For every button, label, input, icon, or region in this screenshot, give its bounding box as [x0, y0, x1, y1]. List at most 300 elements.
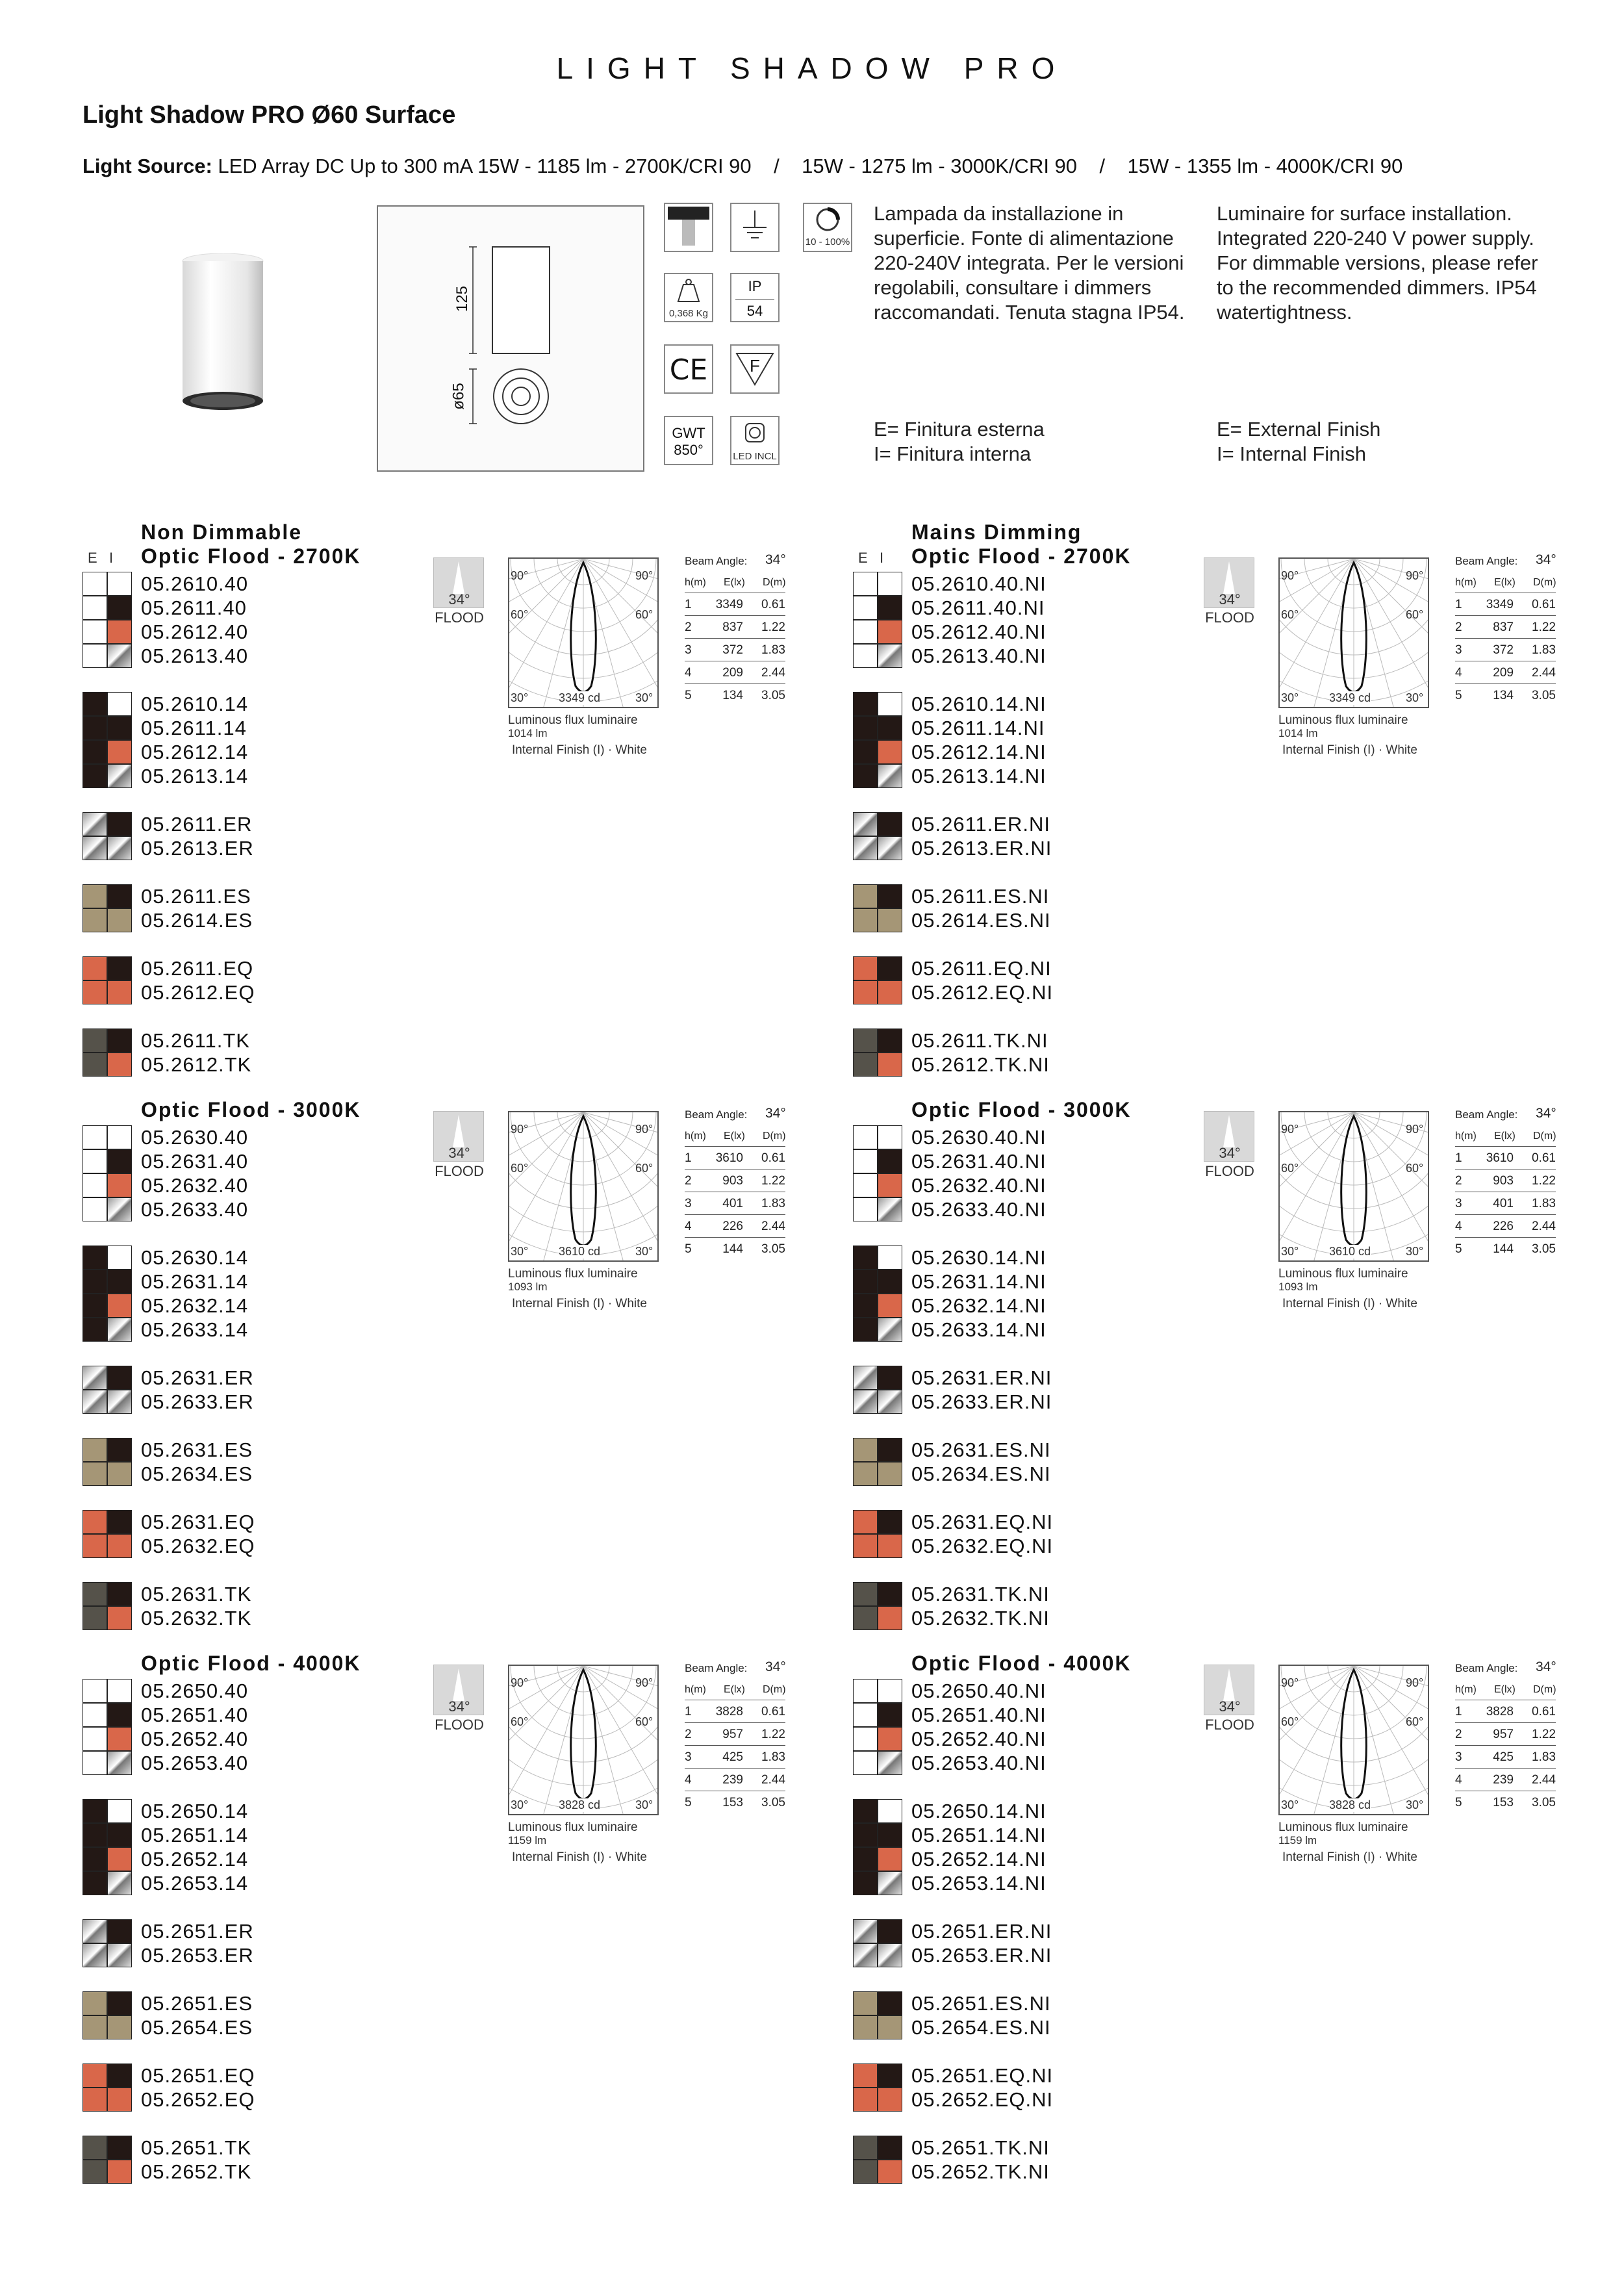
finish-swatch-internal	[107, 740, 132, 764]
finish-swatch-external	[82, 644, 107, 668]
finish-swatch-external	[853, 1510, 878, 1534]
luminous-flux-label: Luminous flux luminaire	[1278, 1267, 1408, 1281]
product-code: 05.2612.EQ.NI	[911, 981, 1054, 1004]
finish-swatch-internal	[107, 1270, 132, 1294]
product-code: 05.2651.ER	[141, 1920, 254, 1943]
polar-label-30-right: 30°	[1406, 1245, 1424, 1258]
product-code: 05.2651.14	[141, 1824, 249, 1846]
product-code: 05.2632.TK	[141, 1607, 252, 1629]
polar-label-90-left: 90°	[511, 1123, 529, 1136]
product-code: 05.2653.14	[141, 1872, 249, 1895]
finish-swatch-external	[853, 1053, 878, 1077]
table-illuminance-cell: 134	[1493, 689, 1514, 702]
table-height-cell: 5	[1455, 1242, 1462, 1256]
luminous-flux-label: Luminous flux luminaire	[508, 713, 638, 727]
e-lx-header: E(lx)	[724, 1131, 745, 1142]
table-diameter-cell: 0.61	[1532, 1705, 1556, 1718]
finish-swatch-external	[82, 1823, 107, 1847]
finish-swatch-internal	[107, 716, 132, 740]
product-code: 05.2630.40	[141, 1126, 249, 1149]
table-height-cell: 2	[1455, 1174, 1462, 1188]
finish-swatch-internal	[878, 2136, 902, 2160]
table-illuminance-cell: 372	[1493, 643, 1514, 657]
finish-swatch-external	[82, 716, 107, 740]
finish-swatch-external	[853, 1751, 878, 1775]
finish-swatch-internal	[107, 1919, 132, 1943]
finish-swatch-internal	[878, 1053, 902, 1077]
table-illuminance-cell: 957	[722, 1728, 743, 1741]
finish-swatch-internal	[107, 1991, 132, 2015]
table-rule	[1455, 1237, 1556, 1238]
flood-angle-label: 34°	[1219, 591, 1241, 607]
product-code: 05.2631.EQ	[141, 1511, 255, 1533]
table-height-cell: 5	[685, 1796, 692, 1809]
product-code: 05.2631.14	[141, 1270, 249, 1293]
peak-intensity-label: 3349 cd	[559, 691, 601, 704]
h-m-header: h(m)	[1455, 1684, 1477, 1695]
product-code: 05.2611.TK	[141, 1029, 250, 1052]
table-illuminance-cell: 3610	[715, 1151, 743, 1165]
finish-swatch-internal	[878, 1318, 902, 1342]
product-code: 05.2631.ER	[141, 1366, 254, 1389]
beam-angle-label: Beam Angle:	[1455, 1662, 1518, 1674]
product-code: 05.2654.ES.NI	[911, 2016, 1051, 2039]
finish-swatch-internal	[107, 1125, 132, 1149]
finish-swatch-external	[853, 2160, 878, 2184]
beam-angle-label: Beam Angle:	[1455, 555, 1518, 567]
finish-swatch-internal	[878, 1534, 902, 1558]
finish-swatch-internal	[878, 1246, 902, 1270]
finish-swatch-external	[853, 1173, 878, 1197]
finish-swatch-external	[853, 812, 878, 836]
ground-icon	[730, 203, 780, 252]
description-it	[874, 201, 1185, 325]
finish-en-internal: I= Internal Finish	[1217, 442, 1367, 465]
table-diameter-cell: 3.05	[761, 689, 785, 702]
table-diameter-cell: 0.61	[761, 598, 785, 611]
finish-swatch-external	[82, 1053, 107, 1077]
table-illuminance-cell: 144	[1493, 1242, 1514, 1256]
finish-legend-en	[1217, 417, 1380, 466]
product-code: 05.2653.40	[141, 1752, 249, 1774]
finish-swatch-internal	[878, 1510, 902, 1534]
table-illuminance-cell: 239	[1493, 1773, 1514, 1787]
finish-swatch-external	[853, 1871, 878, 1895]
finish-swatch-internal	[878, 812, 902, 836]
finish-swatch-internal	[107, 2063, 132, 2088]
finish-swatch-external	[853, 572, 878, 596]
finish-swatch-external	[853, 1462, 878, 1486]
luminous-flux-value: 1093 lm	[508, 1281, 548, 1293]
finish-swatch-internal	[107, 1246, 132, 1270]
table-height-cell: 5	[685, 1242, 692, 1256]
table-diameter-cell: 3.05	[1532, 1242, 1556, 1256]
table-diameter-cell: 0.61	[761, 1151, 785, 1165]
finish-swatch-external	[853, 1847, 878, 1871]
finish-swatch-external	[853, 2063, 878, 2088]
table-illuminance-cell: 837	[722, 620, 743, 634]
finish-swatch-internal	[878, 1149, 902, 1173]
polar-label-90-left: 90°	[511, 1676, 529, 1689]
finish-swatch-internal	[107, 1438, 132, 1462]
table-rule	[685, 1214, 785, 1215]
table-rule	[1455, 1745, 1556, 1746]
luminous-flux-label: Luminous flux luminaire	[1278, 1820, 1408, 1834]
finish-swatch-external	[853, 1366, 878, 1390]
finish-swatch-external	[853, 692, 878, 716]
finish-swatch-internal	[107, 2160, 132, 2184]
d-m-header: D(m)	[1533, 1684, 1556, 1695]
table-diameter-cell: 2.44	[761, 1220, 785, 1233]
table-height-cell: 2	[685, 1174, 692, 1188]
ip-rating-icon	[730, 273, 780, 322]
polar-label-90-left: 90°	[511, 569, 529, 582]
product-code: 05.2630.40.NI	[911, 1126, 1047, 1149]
product-code: 05.2652.TK	[141, 2160, 252, 2183]
polar-label-30-right: 30°	[1406, 691, 1424, 704]
finish-swatch-external	[853, 620, 878, 644]
product-code: 05.2633.40	[141, 1198, 249, 1221]
table-illuminance-cell: 3828	[1486, 1705, 1514, 1718]
finish-swatch-external	[853, 716, 878, 740]
luminous-flux-value: 1014 lm	[1278, 727, 1318, 739]
finish-swatch-internal	[878, 836, 902, 860]
table-diameter-cell: 1.83	[1532, 643, 1556, 657]
finish-swatch-internal	[107, 644, 132, 668]
product-code: 05.2611.40.NI	[911, 596, 1045, 619]
table-illuminance-cell: 3349	[1486, 598, 1514, 611]
finish-swatch-internal	[878, 572, 902, 596]
finish-swatch-internal	[878, 620, 902, 644]
table-diameter-cell: 1.83	[761, 1197, 785, 1210]
desc-en-line: to the recommended dimmers. IP54	[1217, 276, 1537, 299]
polar-label-90-left: 90°	[1281, 1676, 1299, 1689]
finish-swatch-external	[853, 1919, 878, 1943]
finish-swatch-internal	[878, 884, 902, 908]
finish-swatch-external	[82, 1270, 107, 1294]
product-code: 05.2631.ES.NI	[911, 1438, 1051, 1461]
product-code: 05.2652.EQ	[141, 2088, 255, 2111]
flood-angle-label: 34°	[448, 1698, 470, 1715]
table-illuminance-cell: 837	[1493, 620, 1514, 634]
product-code: 05.2654.ES	[141, 2016, 253, 2039]
finish-swatch-internal	[878, 644, 902, 668]
table-diameter-cell: 2.44	[761, 666, 785, 680]
finish-swatch-internal	[878, 1606, 902, 1630]
table-height-cell: 2	[1455, 620, 1462, 634]
finish-swatch-external	[853, 740, 878, 764]
finish-swatch-internal	[878, 764, 902, 788]
table-rule	[685, 683, 785, 684]
finish-swatch-internal	[107, 1871, 132, 1895]
table-illuminance-cell: 209	[1493, 666, 1514, 680]
finish-swatch-internal	[107, 836, 132, 860]
finish-swatch-external	[853, 1028, 878, 1053]
finish-swatch-external	[853, 1125, 878, 1149]
finish-swatch-external	[82, 1679, 107, 1703]
d-m-header: D(m)	[1533, 1131, 1556, 1142]
finish-swatch-external	[82, 884, 107, 908]
table-height-cell: 2	[685, 1728, 692, 1741]
product-code: 05.2652.14.NI	[911, 1848, 1047, 1871]
product-code: 05.2652.TK.NI	[911, 2160, 1050, 2183]
product-code: 05.2632.14	[141, 1294, 249, 1317]
finish-swatch-internal	[878, 1582, 902, 1606]
finish-swatch-internal	[878, 692, 902, 716]
luminous-flux-label: Luminous flux luminaire	[508, 1267, 638, 1281]
table-illuminance-cell: 903	[1493, 1174, 1514, 1188]
polar-label-30-right: 30°	[1406, 1798, 1424, 1811]
table-illuminance-cell: 134	[722, 689, 743, 702]
finish-swatch-external	[853, 2136, 878, 2160]
table-diameter-cell: 2.44	[1532, 666, 1556, 680]
table-rule	[685, 638, 785, 639]
beam-angle-value: 34°	[1536, 1659, 1556, 1674]
product-code: 05.2633.40.NI	[911, 1198, 1047, 1221]
product-code: 05.2633.ER	[141, 1390, 254, 1413]
product-code: 05.2651.TK	[141, 2136, 252, 2159]
product-code: 05.2611.ER.NI	[911, 813, 1051, 836]
table-height-cell: 1	[1455, 598, 1462, 611]
finish-swatch-external	[853, 596, 878, 620]
description-en	[1217, 201, 1538, 325]
product-code: 05.2612.14.NI	[911, 741, 1047, 763]
finish-swatch-external	[853, 1943, 878, 1967]
gwt-icon	[664, 416, 713, 465]
finish-swatch-internal	[878, 1679, 902, 1703]
table-height-cell: 5	[1455, 689, 1462, 702]
surface-mount-icon	[664, 203, 713, 252]
product-code: 05.2652.40.NI	[911, 1728, 1047, 1750]
polar-label-60-left: 60°	[511, 1715, 529, 1728]
ce-mark-icon	[664, 344, 713, 394]
finish-swatch-internal	[878, 1294, 902, 1318]
table-diameter-cell: 1.83	[761, 643, 785, 657]
table-height-cell: 2	[685, 620, 692, 634]
polar-label-90-right: 90°	[635, 569, 653, 582]
polar-label-30-right: 30°	[635, 1798, 653, 1811]
polar-label-90-right: 90°	[1406, 1123, 1424, 1136]
finish-swatch-external	[853, 1149, 878, 1173]
finish-swatch-internal	[878, 1703, 902, 1727]
product-code: 05.2613.40	[141, 645, 249, 667]
product-code: 05.2632.EQ	[141, 1535, 255, 1557]
finish-swatch-internal	[878, 1991, 902, 2015]
finish-swatch-external	[82, 956, 107, 980]
flood-label: FLOOD	[435, 609, 484, 626]
table-illuminance-cell: 372	[722, 643, 743, 657]
product-code: 05.2610.40.NI	[911, 572, 1047, 595]
table-height-cell: 4	[1455, 666, 1462, 680]
luminous-flux-value: 1159 lm	[1278, 1834, 1317, 1846]
e-lx-header: E(lx)	[724, 577, 745, 588]
finish-swatch-external	[82, 596, 107, 620]
table-diameter-cell: 3.05	[761, 1796, 785, 1809]
finish-swatch-external	[853, 1799, 878, 1823]
finish-swatch-external	[853, 1390, 878, 1414]
beam-angle-value: 34°	[1536, 1106, 1556, 1121]
internal-finish-note: Internal Finish (I) · White	[512, 1297, 647, 1310]
product-code: 05.2651.ER.NI	[911, 1920, 1052, 1943]
product-code: 05.2631.14.NI	[911, 1270, 1047, 1293]
finish-swatch-internal	[107, 596, 132, 620]
product-code: 05.2631.TK.NI	[911, 1583, 1050, 1605]
finish-swatch-external	[853, 1318, 878, 1342]
polar-label-60-right: 60°	[1406, 608, 1424, 621]
finish-swatch-internal	[107, 2088, 132, 2112]
dimming-range: 10 - 100%	[805, 236, 850, 248]
finish-swatch-internal	[878, 740, 902, 764]
finish-swatch-external	[82, 2063, 107, 2088]
product-code: 05.2633.ER.NI	[911, 1390, 1052, 1413]
page-title: LIGHT SHADOW PRO	[556, 51, 1068, 85]
finish-swatch-internal	[878, 1847, 902, 1871]
product-code: 05.2612.TK.NI	[911, 1053, 1050, 1076]
table-diameter-cell: 0.61	[1532, 598, 1556, 611]
product-image	[174, 253, 272, 422]
luminous-flux-value: 1159 lm	[508, 1834, 547, 1846]
internal-finish-note: Internal Finish (I) · White	[1282, 1850, 1417, 1864]
table-height-cell: 1	[685, 1705, 692, 1718]
finish-swatch-external	[82, 812, 107, 836]
f-mark-icon	[730, 344, 780, 394]
internal-finish-note: Internal Finish (I) · White	[1282, 743, 1417, 757]
table-illuminance-cell: 401	[1493, 1197, 1514, 1210]
finish-swatch-internal	[107, 956, 132, 980]
finish-swatch-internal	[107, 2136, 132, 2160]
beam-angle-label: Beam Angle:	[685, 1108, 748, 1121]
h-m-header: h(m)	[685, 1131, 706, 1142]
luminous-flux-value: 1093 lm	[1278, 1281, 1318, 1293]
product-code: 05.2651.40	[141, 1704, 249, 1726]
internal-finish-note: Internal Finish (I) · White	[1282, 1297, 1417, 1310]
beam-angle-value: 34°	[765, 552, 786, 567]
beam-angle-label: Beam Angle:	[685, 1662, 748, 1674]
product-code: 05.2610.14	[141, 693, 249, 715]
table-height-cell: 4	[685, 666, 692, 680]
finish-swatch-internal	[878, 1028, 902, 1053]
product-code: 05.2613.14.NI	[911, 765, 1047, 787]
finish-swatch-external	[82, 1462, 107, 1486]
product-code: 05.2652.14	[141, 1848, 249, 1871]
finish-swatch-external	[82, 2160, 107, 2184]
product-code: 05.2610.40	[141, 572, 249, 595]
finish-swatch-external	[82, 1318, 107, 1342]
finish-swatch-internal	[107, 1606, 132, 1630]
table-diameter-cell: 1.83	[1532, 1750, 1556, 1764]
table-diameter-cell: 0.61	[1532, 1151, 1556, 1165]
finish-swatch-internal	[878, 2160, 902, 2184]
finish-swatch-external	[853, 908, 878, 932]
finish-swatch-internal	[107, 1679, 132, 1703]
finish-swatch-internal	[878, 1125, 902, 1149]
section-title: Optic Flood - 2700K	[141, 544, 361, 568]
desc-en-line: For dimmable versions, please refer	[1217, 251, 1538, 274]
finish-swatch-external	[853, 1270, 878, 1294]
table-diameter-cell: 1.22	[1532, 620, 1556, 634]
finish-swatch-external	[82, 740, 107, 764]
finish-swatch-internal	[107, 572, 132, 596]
product-code: 05.2611.14.NI	[911, 717, 1045, 739]
led-included-text: LED INCL	[733, 451, 777, 462]
flood-angle-label: 34°	[448, 591, 470, 607]
finish-swatch-external	[82, 1727, 107, 1751]
product-code: 05.2612.14	[141, 741, 249, 763]
section-pretitle: Non Dimmable	[141, 520, 303, 544]
internal-finish-note: Internal Finish (I) · White	[512, 1850, 647, 1864]
product-code: 05.2651.EQ	[141, 2064, 255, 2087]
finish-swatch-internal	[107, 1028, 132, 1053]
finish-swatch-external	[853, 2088, 878, 2112]
desc-en-line: watertightness.	[1217, 301, 1352, 324]
finish-swatch-internal	[107, 1943, 132, 1967]
finish-swatch-external	[853, 1438, 878, 1462]
polar-label-90-right: 90°	[1406, 1676, 1424, 1689]
beam-angle-value: 34°	[765, 1659, 786, 1674]
finish-swatch-external	[82, 2015, 107, 2039]
table-illuminance-cell: 401	[722, 1197, 743, 1210]
finish-swatch-external	[82, 1246, 107, 1270]
table-height-cell: 4	[685, 1773, 692, 1787]
table-rule	[1455, 1214, 1556, 1215]
table-illuminance-cell: 226	[722, 1220, 743, 1233]
table-rule	[685, 1768, 785, 1769]
product-code: 05.2612.40.NI	[911, 620, 1047, 643]
table-illuminance-cell: 903	[722, 1174, 743, 1188]
product-code: 05.2651.TK.NI	[911, 2136, 1050, 2159]
product-code: 05.2610.14.NI	[911, 693, 1047, 715]
polar-label-30-right: 30°	[635, 1245, 653, 1258]
table-rule	[1455, 615, 1556, 616]
finish-swatch-external	[82, 1294, 107, 1318]
product-code: 05.2650.40.NI	[911, 1680, 1047, 1702]
e-lx-header: E(lx)	[724, 1684, 745, 1695]
flood-angle-label: 34°	[448, 1145, 470, 1161]
finish-swatch-internal	[878, 1390, 902, 1414]
product-code: 05.2650.14.NI	[911, 1800, 1047, 1822]
polar-label-90-right: 90°	[635, 1676, 653, 1689]
product-code: 05.2631.ER.NI	[911, 1366, 1052, 1389]
desc-en-line: Integrated 220-240 V power supply.	[1217, 227, 1534, 249]
desc-it-line: 220-240V integrata. Per le versioni	[874, 251, 1184, 274]
polar-label-60-right: 60°	[635, 608, 653, 621]
table-height-cell: 3	[685, 643, 692, 657]
finish-swatch-external	[853, 1582, 878, 1606]
finish-swatch-external	[82, 1173, 107, 1197]
e-lx-header: E(lx)	[1494, 1684, 1516, 1695]
finish-swatch-internal	[878, 1270, 902, 1294]
product-code: 05.2612.40	[141, 620, 249, 643]
table-height-cell: 1	[685, 1151, 692, 1165]
table-illuminance-cell: 209	[722, 666, 743, 680]
table-diameter-cell: 1.22	[1532, 1728, 1556, 1741]
finish-swatch-external	[82, 692, 107, 716]
finish-swatch-internal	[107, 884, 132, 908]
finish-swatch-external	[82, 1871, 107, 1895]
product-code: 05.2613.14	[141, 765, 249, 787]
finish-swatch-internal	[107, 1534, 132, 1558]
finish-swatch-internal	[878, 980, 902, 1004]
finish-swatch-external	[82, 1606, 107, 1630]
finish-swatch-internal	[107, 1149, 132, 1173]
section-title: Optic Flood - 3000K	[141, 1098, 361, 1121]
table-diameter-cell: 1.22	[761, 1728, 785, 1741]
finish-swatch-internal	[107, 1197, 132, 1221]
product-code: 05.2611.14	[141, 717, 247, 739]
flood-angle-label: 34°	[1219, 1145, 1241, 1161]
dimmable-icon	[803, 203, 852, 252]
luminous-flux-label: Luminous flux luminaire	[508, 1820, 638, 1834]
